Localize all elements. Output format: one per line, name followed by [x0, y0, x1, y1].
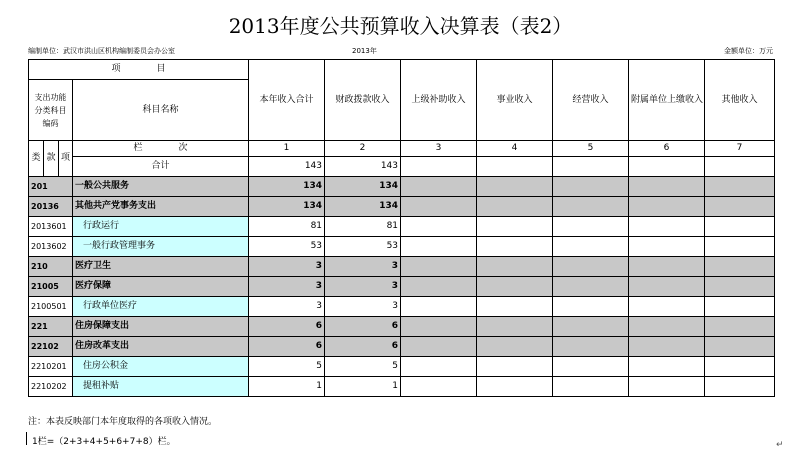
amount-cell-col-6 [629, 237, 705, 257]
note-1: 注：本表反映部门本年度取得的各项收入情况。 [28, 417, 218, 427]
revenue-table [28, 59, 775, 397]
amount-cell-col-3 [401, 357, 477, 377]
amount-cell-col-2: 6 [325, 317, 401, 337]
amount-cell-col-3 [401, 237, 477, 257]
amount-cell-col-4 [477, 177, 553, 197]
amount-cell-col-7 [705, 177, 775, 197]
col-number-5: 5 [553, 141, 629, 157]
xiang-header: 项 [59, 141, 73, 177]
subject-code: 201 [29, 177, 73, 197]
amount-cell-col-2: 6 [325, 337, 401, 357]
amount-cell-col-1: 3 [249, 277, 325, 297]
paragraph-mark-icon: ↵ [776, 440, 784, 450]
kuan-header: 款 [44, 141, 59, 177]
amount-cell-col-2: 3 [325, 277, 401, 297]
amount-cell-col-3 [401, 297, 477, 317]
amount-cell-col-6 [629, 177, 705, 197]
subject-code: 210 [29, 257, 73, 277]
amount-cell-col-2: 1 [325, 377, 401, 397]
subject-code: 2100501 [29, 297, 73, 317]
amount-cell-col-5 [553, 357, 629, 377]
amount-cell-col-1: 134 [249, 177, 325, 197]
amount-cell-col-5 [553, 177, 629, 197]
amount-cell-col-3 [401, 277, 477, 297]
subject-code: 20136 [29, 197, 73, 217]
amount-cell-col-1: 134 [249, 197, 325, 217]
subject-code: 21005 [29, 277, 73, 297]
amount-cell-col-4 [477, 357, 553, 377]
amount-cell-col-6 [629, 217, 705, 237]
table-row [29, 317, 775, 337]
amount-cell-col-6 [629, 297, 705, 317]
org-label: 编制单位：武汉市洪山区机构编制委员会办公室 [28, 47, 175, 55]
subject-name: 医疗卫生 [73, 257, 249, 277]
amount-cell-col-2: 134 [325, 197, 401, 217]
total-value-7 [705, 157, 775, 177]
col-number-7: 7 [705, 141, 775, 157]
amount-cell-col-6 [629, 277, 705, 297]
amount-cell-col-7 [705, 357, 775, 377]
amount-cell-col-5 [553, 257, 629, 277]
col-header-6: 附属单位上缴收入 [629, 60, 705, 141]
subject-code: 221 [29, 317, 73, 337]
subject-name: 住房公积金 [73, 357, 249, 377]
subject-name: 医疗保障 [73, 277, 249, 297]
table-row [29, 217, 775, 237]
col-header-3: 上级补助收入 [401, 60, 477, 141]
total-value-4 [477, 157, 553, 177]
col-number-4: 4 [477, 141, 553, 157]
table-row [29, 197, 775, 217]
subject-code: 2210202 [29, 377, 73, 397]
amount-cell-col-7 [705, 257, 775, 277]
name-header: 科目名称 [73, 80, 249, 141]
subject-code: 22102 [29, 337, 73, 357]
table-row [29, 357, 775, 377]
amount-cell-col-2: 5 [325, 357, 401, 377]
col-header-4: 事业收入 [477, 60, 553, 141]
col-header-7: 其他收入 [705, 60, 775, 141]
amount-cell-col-2: 81 [325, 217, 401, 237]
amount-cell-col-6 [629, 197, 705, 217]
col-number-2: 2 [325, 141, 401, 157]
amount-cell-col-1: 53 [249, 237, 325, 257]
amount-cell-col-4 [477, 257, 553, 277]
subject-name: 其他共产党事务支出 [73, 197, 249, 217]
amount-cell-col-7 [705, 377, 775, 397]
amount-cell-col-1: 3 [249, 297, 325, 317]
subject-name: 一般行政管理事务 [73, 237, 249, 257]
amount-cell-col-6 [629, 377, 705, 397]
amount-cell-col-7 [705, 237, 775, 257]
amount-cell-col-6 [629, 257, 705, 277]
amount-cell-col-1: 6 [249, 317, 325, 337]
table-row [29, 257, 775, 277]
amount-cell-col-1: 81 [249, 217, 325, 237]
amount-cell-col-7 [705, 217, 775, 237]
amount-cell-col-1: 5 [249, 357, 325, 377]
col-header-1: 本年收入合计 [249, 60, 325, 141]
amount-cell-col-4 [477, 297, 553, 317]
item-header: 项 目 [29, 60, 249, 80]
amount-cell-col-3 [401, 217, 477, 237]
col-number-3: 3 [401, 141, 477, 157]
col-line-header: 栏 次 [73, 141, 249, 157]
report-title: 2013年度公共预算收入决算表（表2） [228, 14, 573, 38]
col-number-6: 6 [629, 141, 705, 157]
amount-cell-col-7 [705, 297, 775, 317]
total-value-5 [553, 157, 629, 177]
amount-cell-col-4 [477, 377, 553, 397]
amount-cell-col-5 [553, 217, 629, 237]
amount-cell-col-4 [477, 237, 553, 257]
amount-cell-col-5 [553, 377, 629, 397]
amount-cell-col-6 [629, 337, 705, 357]
amount-cell-col-1: 3 [249, 257, 325, 277]
total-value-3 [401, 157, 477, 177]
amount-cell-col-5 [553, 237, 629, 257]
amount-cell-col-3 [401, 317, 477, 337]
subject-name: 提租补贴 [73, 377, 249, 397]
amount-cell-col-5 [553, 197, 629, 217]
table-row [29, 377, 775, 397]
subject-name: 住房改革支出 [73, 337, 249, 357]
text-cursor [26, 432, 27, 445]
total-value-6 [629, 157, 705, 177]
amount-cell-col-4 [477, 217, 553, 237]
amount-cell-col-5 [553, 337, 629, 357]
amount-cell-col-3 [401, 377, 477, 397]
year-label: 2013年 [352, 47, 377, 55]
amount-cell-col-4 [477, 197, 553, 217]
col-header-2: 财政拨款收入 [325, 60, 401, 141]
amount-cell-col-3 [401, 177, 477, 197]
subject-code: 2013601 [29, 217, 73, 237]
amount-cell-col-1: 6 [249, 337, 325, 357]
amount-cell-col-7 [705, 277, 775, 297]
col-number-1: 1 [249, 141, 325, 157]
amount-cell-col-2: 53 [325, 237, 401, 257]
note-2: 1栏=（2+3+4+5+6+7+8）栏。 [32, 437, 176, 447]
amount-cell-col-3 [401, 257, 477, 277]
amount-cell-col-2: 3 [325, 297, 401, 317]
amount-cell-col-5 [553, 277, 629, 297]
amount-cell-col-4 [477, 277, 553, 297]
amount-cell-col-3 [401, 197, 477, 217]
amount-cell-col-4 [477, 337, 553, 357]
subject-code: 2210201 [29, 357, 73, 377]
amount-cell-col-7 [705, 197, 775, 217]
subject-name: 住房保障支出 [73, 317, 249, 337]
subject-name: 行政单位医疗 [73, 297, 249, 317]
amount-cell-col-4 [477, 317, 553, 337]
table-row [29, 277, 775, 297]
amount-cell-col-1: 1 [249, 377, 325, 397]
col-header-5: 经营收入 [553, 60, 629, 141]
amount-cell-col-6 [629, 357, 705, 377]
code-header: 支出功能分类科目编码 [29, 80, 73, 141]
table-row [29, 237, 775, 257]
table-row [29, 177, 775, 197]
total-value-1: 143 [249, 157, 325, 177]
subject-name: 行政运行 [73, 217, 249, 237]
subject-name: 一般公共服务 [73, 177, 249, 197]
amount-cell-col-3 [401, 337, 477, 357]
amount-cell-col-7 [705, 337, 775, 357]
amount-cell-col-2: 3 [325, 257, 401, 277]
amount-cell-col-7 [705, 317, 775, 337]
amount-cell-col-6 [629, 317, 705, 337]
subject-code: 2013602 [29, 237, 73, 257]
lei-header: 类 [29, 141, 44, 177]
amount-cell-col-5 [553, 317, 629, 337]
table-row [29, 337, 775, 357]
amount-cell-col-5 [553, 297, 629, 317]
table-row [29, 297, 775, 317]
unit-label: 金额单位：万元 [724, 47, 773, 55]
amount-cell-col-2: 134 [325, 177, 401, 197]
total-value-2: 143 [325, 157, 401, 177]
total-label: 合计 [73, 157, 249, 177]
